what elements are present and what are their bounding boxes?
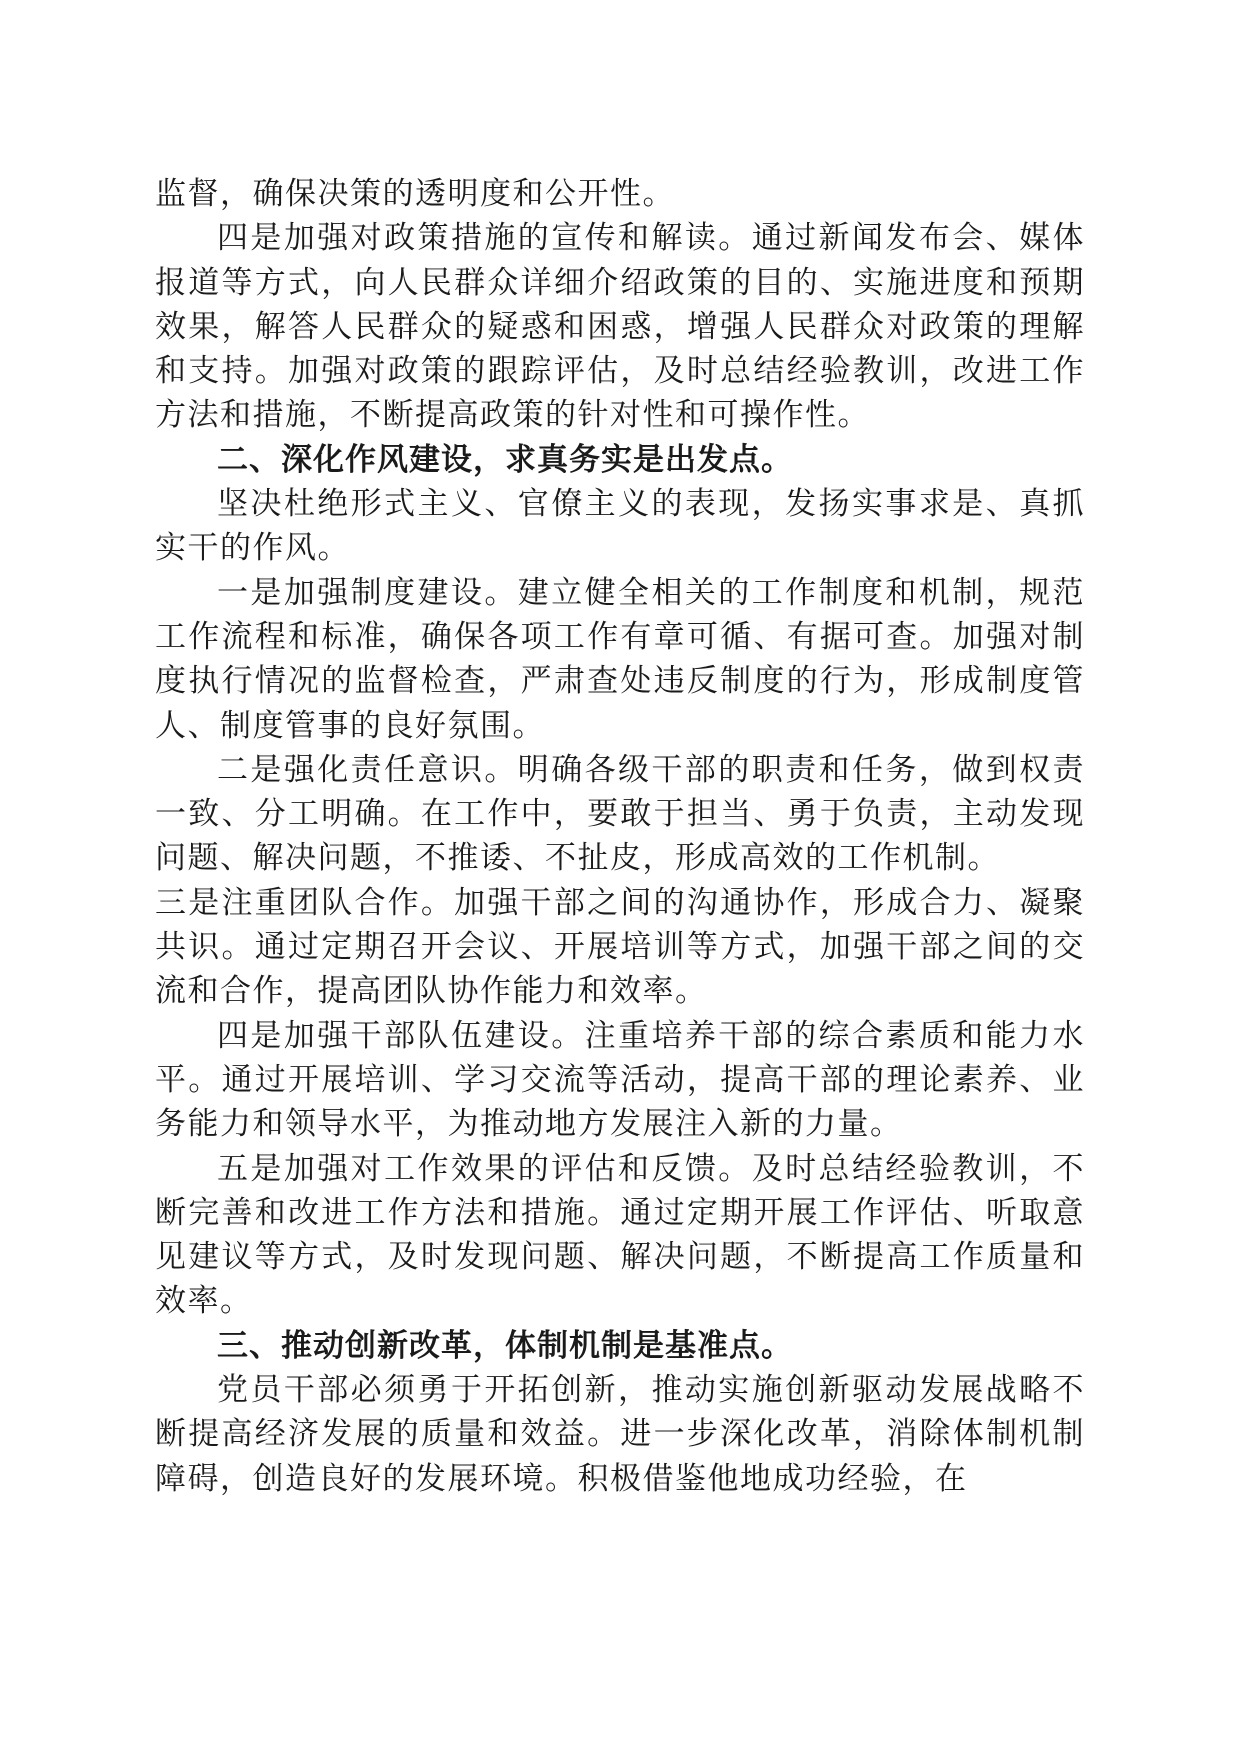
paragraph-continuation: 监督，确保决策的透明度和公开性。 — [155, 176, 675, 212]
paragraph-cadre-team: 四是加强干部队伍建设。注重培养干部的综合素质和能力水平。通过开展培训、学习交流等活动，提高干部的理论素养、业务能力和领导水平，为推动地方发展注入新的力量。 — [155, 1017, 1085, 1143]
section-heading-2: 二、深化作风建设，求真务实是出发点。 — [217, 441, 793, 478]
paragraph-system-building: 一是加强制度建设。建立健全相关的工作制度和机制，规范工作流程和标准，确保各项工作有章可循、有据可查。加强对制度执行情况的监督检查，严肃查处违反制度的行为，形成制度管人、制度管事的良好氛围。 — [155, 574, 1085, 744]
paragraph-teamwork: 三是注重团队合作。加强干部之间的沟通协作，形成合力、凝聚共识。通过定期召开会议、开展培训等方式，加强干部之间的交流和合作，提高团队协作能力和效率。 — [155, 884, 1085, 1010]
paragraph-policy-publicity: 四是加强对政策措施的宣传和解读。通过新闻发布会、媒体报道等方式，向人民群众详细介绍政策的目的、实施进度和预期效果，解答人民群众的疑惑和困惑，增强人民群众对政策的理解和支持。加强对政策的跟踪评估，及时总结经验教训，改进工作方法和措施，不断提高政策的针对性和可操作性。 — [155, 220, 1085, 434]
paragraph-responsibility: 二是强化责任意识。明确各级干部的职责和任务，做到权责一致、分工明确。在工作中，要敢于担当、勇于负责，主动发现问题、解决问题，不推诿、不扯皮，形成高效的工作机制。 — [155, 751, 1085, 877]
document-body — [155, 172, 1085, 1501]
section-heading-3: 三、推动创新改革，体制机制是基准点。 — [217, 1327, 793, 1364]
paragraph-section-2-intro: 坚决杜绝形式主义、官僚主义的表现，发扬实事求是、真抓实干的作风。 — [155, 486, 1085, 567]
paragraph-section-3-intro: 党员干部必须勇于开拓创新，推动实施创新驱动发展战略不断提高经济发展的质量和效益。进一步深化改革，消除体制机制障碍，创造良好的发展环境。积极借鉴他地成功经验，在 — [155, 1372, 1085, 1497]
paragraph-evaluation-feedback: 五是加强对工作效果的评估和反馈。及时总结经验教训，不断完善和改进工作方法和措施。通过定期开展工作评估、听取意见建议等方式，及时发现问题、解决问题，不断提高工作质量和效率。 — [155, 1150, 1085, 1320]
